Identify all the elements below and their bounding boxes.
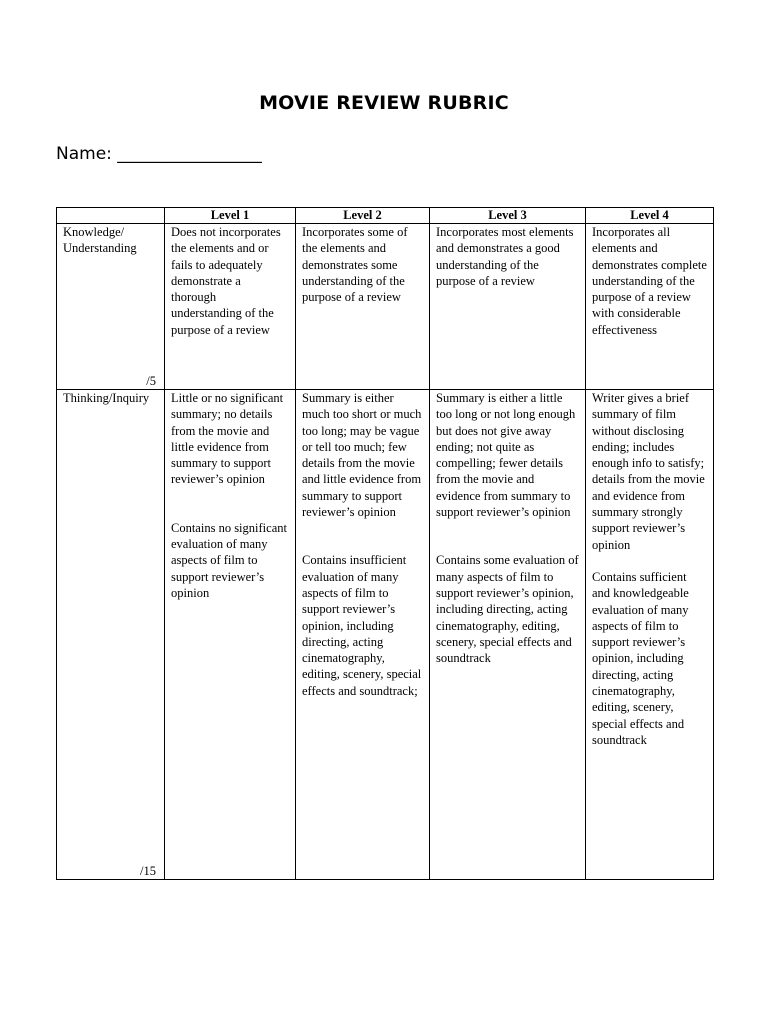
- summary-descriptor-text: Summary is either much too short or much too long; may be vague or tell too much; few details from the movie and little evidence from summary to support reviewer’s opinion: [302, 391, 422, 520]
- descriptor-cell: [430, 390, 586, 880]
- descriptor-cell: [586, 224, 714, 390]
- table-row-knowledge: [57, 224, 714, 390]
- descriptor-cell: [296, 390, 430, 880]
- score-label: /15: [140, 863, 156, 878]
- descriptor-cell: [165, 224, 296, 390]
- descriptor-cell: [430, 224, 586, 390]
- header-cell-level-4: Level 4: [586, 208, 714, 224]
- evaluation-descriptor-text: Contains insufficient evaluation of many aspects of film to support reviewer’s opinion, including directing, acting cinematography, editing, scenery, special effects and soundtrack;: [302, 553, 422, 698]
- evaluation-descriptor-text: Contains sufficient and knowledgeable evaluation of many aspects of film to support reviewer’s opinion, including directing, acting cinematography, editing, scenery, special effects and soundtrack: [592, 569, 689, 747]
- name-field-line: Name: _________________: [56, 144, 262, 164]
- table-row-thinking: [57, 390, 714, 880]
- category-cell-knowledge: [57, 224, 165, 390]
- descriptor-text: Does not incorporates the elements and or fails to adequately demonstrate a thorough understanding of the purpose of a review: [171, 225, 281, 337]
- descriptor-text: Incorporates all elements and demonstrates complete understanding of the purpose of a review with considerable effectiveness: [592, 225, 707, 337]
- header-cell-level-2: Level 2: [296, 208, 430, 224]
- score-label: /5: [146, 373, 156, 388]
- header-row: [57, 208, 714, 224]
- header-cell-level-3: Level 3: [430, 208, 586, 224]
- rubric-table: [56, 207, 714, 880]
- category-label: Thinking/Inquiry: [63, 391, 150, 405]
- page-title: MOVIE REVIEW RUBRIC: [259, 92, 509, 114]
- category-label: Knowledge/ Understanding: [63, 225, 137, 256]
- summary-descriptor-text: Writer gives a brief summary of film without disclosing ending; includes enough info to satisfy; details from the movie and evidence from summary strongly support reviewer’s opinion: [592, 391, 705, 552]
- descriptor-text: Incorporates some of the elements and demonstrates some understanding of the purpose of a review: [302, 225, 408, 305]
- descriptor-cell: [165, 390, 296, 880]
- summary-descriptor-text: Little or no significant summary; no details from the movie and little evidence from summary to support reviewer’s opinion: [171, 391, 284, 487]
- descriptor-text: Incorporates most elements and demonstrates a good understanding of the purpose of a review: [436, 225, 574, 288]
- summary-descriptor-text: Summary is either a little too long or not long enough but does not give away ending; not quite as compelling; fewer details from the movie and evidence from summary to support reviewer’s opinion: [436, 391, 576, 520]
- evaluation-descriptor-text: Contains no significant evaluation of many aspects of film to support reviewer’s opinion: [171, 520, 287, 600]
- header-cell-level-1: Level 1: [165, 208, 296, 224]
- evaluation-descriptor-text: Contains some evaluation of many aspects of film to support reviewer’s opinion, including directing, acting cinematography, editing, scenery, special effects and soundtrack: [436, 553, 579, 666]
- descriptor-cell: [296, 224, 430, 390]
- header-cell-category: [57, 208, 165, 224]
- descriptor-cell: [586, 390, 714, 880]
- category-cell-thinking: [57, 390, 165, 880]
